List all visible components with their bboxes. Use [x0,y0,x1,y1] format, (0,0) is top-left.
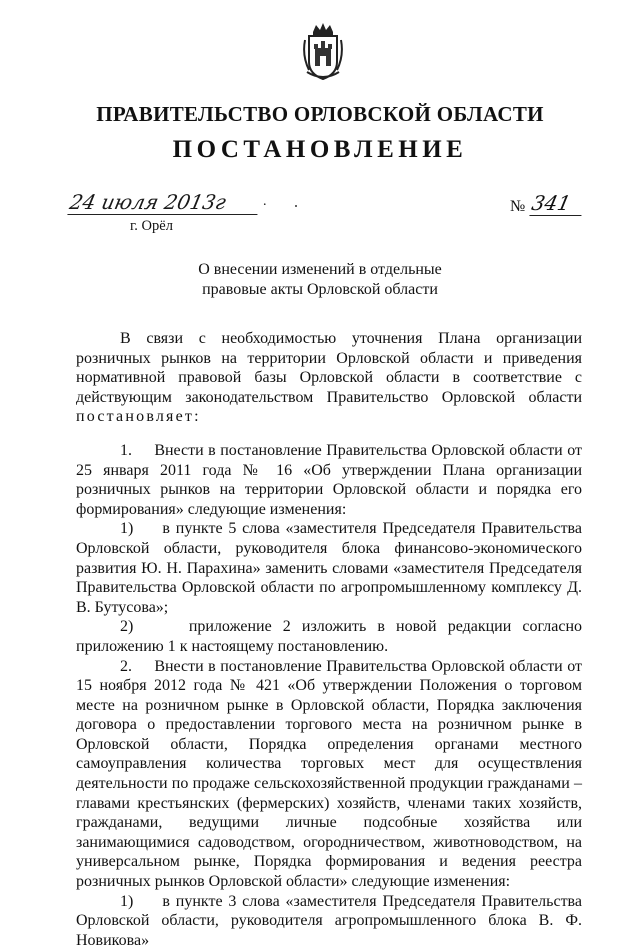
decree-word: постановляет [76,408,195,426]
intro-paragraph [76,329,582,427]
number-label: № [510,198,526,215]
date-suffix: . [263,194,267,209]
document-type-title: ПОСТАНОВЛЕНИЕ [172,136,468,163]
item-2-1: 1) в пункте 3 слова «заместителя Председателя Правительства Орловской области, руководителя агропромышленного блока В. Ф. Новикова» [76,892,582,949]
intro-text: В связи с необходимостью уточнения Плана организации розничных рынков на территории Орловской области и приведения нормативной правовой базы Орловской области в соответствие с действующим законодательством Правительство Орловской области [76,330,582,406]
handwritten-number: 341 [529,191,586,216]
government-title: ПРАВИТЕЛЬСТВО ОРЛОВСКОЙ ОБЛАСТИ [96,102,544,126]
document-body [76,329,582,950]
city-label: г. Орёл [130,218,173,234]
subject-line-2: правовые акты Орловской области [202,281,438,298]
item-1: 1. Внести в постановление Правительства Орловской области от 25 января 2011 года № 16 «Об утверждении Плана организации розничных рынков на территории Орловской области и порядка его формирования» следующие изменения: [76,441,582,518]
document-subject [0,260,640,300]
subject-line-1: О внесении изменений в отдельные [198,261,442,278]
intro-colon: : [194,408,199,426]
item-1-1: 1) в пункте 5 слова «заместителя Председателя Правительства Орловской области, руководителя блока финансово-экономического развития Ю. Н. Парахина» заменить словами «заместителя Председателя Правительства Орловской области по агропромышленному комплексу Д. В. Бутусова»; [76,520,582,616]
separator-dot [295,205,297,207]
coat-of-arms-icon [301,22,345,82]
handwritten-date: 24 июля 2013г [67,190,262,215]
item-1-2: 2) приложение 2 изложить в новой редакции согласно приложению 1 к настоящему постановлению. [76,618,582,655]
item-2: 2. Внести в постановление Правительства Орловской области от 15 ноября 2012 года № 421 «Об утверждении Положения о торговом месте на розничном рынке в Орловской области, Порядка заключения договора о предоставлении торгового места на розничном рынке в Орловской области, Порядка определения органами местного самоуправления количества торговых мест для осуществления деятельности по продаже сельскохозяйственной продукции гражданами – главами крестьянских (фермерских) хозяйств, членами таких хозяйств, гражданами, ведущими личные подсобные хозяйства или занимающимися садоводством, огородничеством, животноводством, на универсальном рынке, Порядка формирования и ведения реестра розничных рынков Орловской области» следующие изменения: [76,657,582,891]
